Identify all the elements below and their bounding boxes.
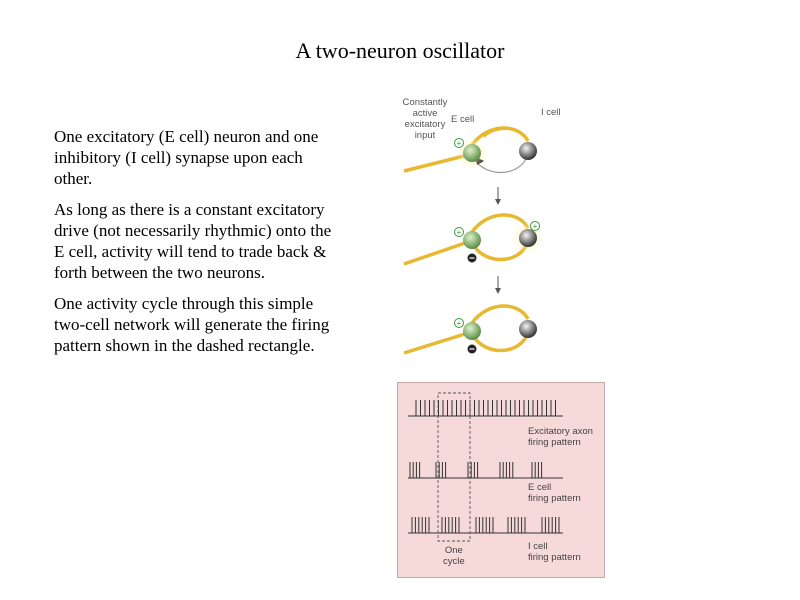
- svg-text:+: +: [456, 228, 462, 237]
- neuron-diagram: [398, 115, 598, 365]
- panel-label-line: cycle: [443, 556, 465, 567]
- svg-text:+: +: [456, 139, 462, 148]
- panel-label-line: firing pattern: [528, 493, 581, 504]
- panel-label-line: firing pattern: [528, 437, 581, 448]
- input-label-line: Constantly: [402, 97, 448, 108]
- svg-text:+: +: [456, 319, 462, 328]
- e-cell: [463, 231, 481, 249]
- e-cell: [463, 322, 481, 340]
- input-label-line: input: [414, 130, 436, 141]
- e-cell: [463, 144, 481, 162]
- cycle-label: [443, 545, 465, 567]
- diagram-stage-2: [404, 215, 544, 294]
- paragraph-3: One activity cycle through this simple two-cell network will generate the firing pattern shown in the dashed rectangle.: [54, 294, 330, 355]
- e-cell-label: E cell: [451, 114, 475, 125]
- firing-pattern-panel: [397, 382, 605, 578]
- input-label-line: excitatory: [404, 119, 446, 130]
- diagram-stage-1: [404, 128, 537, 205]
- panel-label-line: I cell: [528, 541, 548, 552]
- panel-label-line: One: [444, 545, 463, 556]
- panel-label-line: firing pattern: [528, 552, 581, 563]
- slide-title: A two-neuron oscillator: [295, 38, 505, 63]
- paragraph-1: One excitatory (E cell) neuron and one inhibitory (I cell) synapse upon each other.: [54, 127, 319, 188]
- diagram-stage-3: [404, 306, 537, 354]
- panel-label-line: Excitatory axon: [528, 426, 593, 437]
- i-cell: [519, 229, 537, 247]
- panel-label-line: E cell: [528, 482, 552, 493]
- paragraph-2: As long as there is a constant excitatory drive (not necessarily rhythmic) onto the E cell, activity will tend to trade back & forth between the two neurons.: [54, 200, 332, 282]
- i-cell: [519, 320, 537, 338]
- input-label-line: active: [412, 108, 438, 119]
- body-text: [54, 126, 344, 366]
- svg-text:+: +: [532, 222, 538, 231]
- excitatory-label: [528, 426, 593, 448]
- i-cell: [519, 142, 537, 160]
- e-pattern-label: [528, 482, 581, 504]
- i-pattern-label: [528, 541, 581, 563]
- i-cell-label: I cell: [541, 107, 561, 118]
